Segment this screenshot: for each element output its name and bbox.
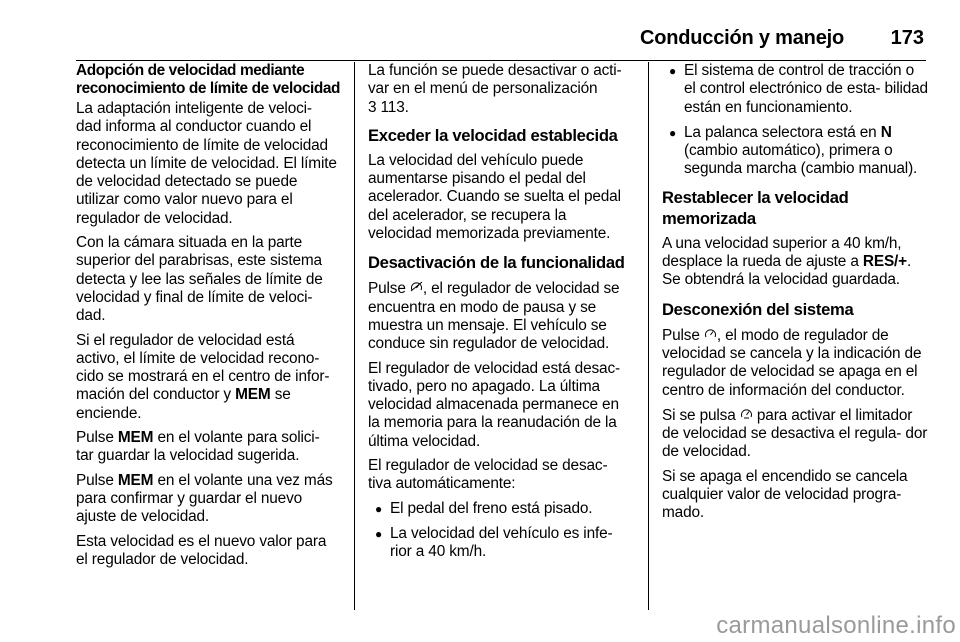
paragraph: [76, 472, 341, 527]
column-divider-2: [648, 62, 649, 610]
list-item: ● El pedal del freno está pisado.: [368, 500, 634, 518]
page-number: 173: [890, 27, 924, 49]
section-heading-restore-speed: Restablecer la velocidad memorizada: [662, 187, 849, 228]
text: La palanca selectora está en: [684, 123, 881, 141]
text: Pulse: [76, 471, 118, 489]
paragraph: Esta velocidad es el nuevo valor para el regulador de velocidad.: [76, 532, 327, 568]
paragraph: Con la cámara situada en la parte superior del parabrisas, este sistema detecta y lee las señales de límite de velocidad y final de límite de veloci- dad.: [76, 234, 323, 325]
text: para activar el limitador de velocidad se desactiva el regula- dor de velocidad.: [662, 406, 928, 461]
text: La función se puede desactivar o acti- var en el menú de personalización: [368, 62, 622, 98]
text: A una velocidad superior a 40 km/h, desplace la rueda de ajuste a: [662, 234, 902, 271]
paragraph: La adaptación inteligente de veloci- dad informa al conductor cuando el reconocimiento de límite de velocidad detecta un límite de velocidad. El límite de velocidad detectado se puede utilizar como valor nuevo para el regulador de velocidad.: [76, 100, 337, 227]
page-title: Conducción y manejo: [639, 27, 844, 49]
text: en el volante para solici- tar guardar la velocidad sugerida.: [76, 429, 320, 465]
text: Pulse: [662, 326, 704, 344]
cruise-pause-icon: [410, 279, 423, 297]
section-heading-disconnect: Desconexión del sistema: [662, 299, 854, 319]
paragraph: El regulador de velocidad está desac- tivado, pero no apagado. La última velocidad almacenada permanece en la memoria para la reanudación de la última velocidad.: [368, 359, 620, 450]
paragraph: Si se apaga el encendido se cancela cualquier valor de velocidad progra- mado.: [662, 467, 908, 522]
paragraph: El regulador de velocidad se desac- tiva automáticamente:: [368, 457, 608, 493]
text: , el modo de regulador de velocidad se cancela y la indicación de regulador de velocidad se apaga en el centro de información del conductor.: [662, 326, 922, 399]
column-2: [368, 62, 634, 569]
paragraph: [662, 235, 928, 290]
list-item: ● El sistema de control de tracción o el control electrónico de esta- bilidad están en funcionamiento.: [662, 62, 928, 117]
paragraph: [76, 332, 341, 423]
page-header: [76, 20, 926, 50]
text: Si el regulador de velocidad está activo, el límite de velocidad recono- cido se mostrará en el centro de infor- mación del conductor y: [76, 331, 330, 404]
header-divider: [76, 60, 926, 61]
text: Pulse: [76, 429, 118, 447]
gear-n-label: N: [880, 123, 892, 141]
text: Si se pulsa: [662, 406, 740, 424]
column-3: [662, 62, 928, 529]
cruise-off-icon: [704, 326, 717, 344]
paragraph: [368, 279, 634, 353]
paragraph: [76, 429, 341, 466]
text: (cambio automático), primera o segunda marcha (cambio manual).: [684, 142, 918, 178]
paragraph: [662, 326, 928, 400]
text: en el volante una vez más para confirmar y guardar el nuevo ajuste de velocidad.: [76, 471, 333, 526]
page-reference: 3 113.: [368, 98, 409, 116]
section-heading-exceed-speed: Exceder la velocidad establecida: [368, 125, 618, 145]
section-heading-speed-adoption: Adopción de velocidad mediante reconocimiento de límite de velocidad: [76, 62, 341, 97]
list-item: ● La velocidad del vehículo es infe- rior a 40 km/h.: [368, 525, 634, 562]
column-divider-1: [354, 62, 355, 610]
watermark: carmanualsonline.info: [716, 612, 956, 639]
paragraph: La velocidad del vehículo puede aumentarse pisando el pedal del acelerador. Cuando se suelta el pedal del acelerador, se recupera la velocidad memorizada previamente.: [368, 151, 621, 243]
paragraph: [368, 62, 634, 117]
bullet-list: [368, 500, 634, 562]
text: . Se obtendrá la velocidad guardada.: [662, 253, 912, 289]
text: , el regulador de velocidad se encuentra en modo de pausa y se muestra un mensaje. El vehículo se conduce sin regulador de velocidad.: [368, 280, 620, 353]
mem-label: MEM: [235, 386, 271, 404]
paragraph: [662, 406, 928, 462]
column-1: [76, 62, 341, 575]
section-heading-deactivation: Desactivación de la funcionalidad: [368, 253, 625, 273]
bullet-list: [662, 62, 928, 179]
text: Pulse: [368, 280, 410, 298]
speed-limiter-icon: [740, 406, 753, 424]
list-item: [662, 124, 928, 179]
res-label: RES/+: [862, 253, 908, 271]
text: se enciende.: [76, 386, 291, 422]
mem-label: MEM: [117, 471, 154, 489]
mem-label: MEM: [117, 429, 154, 447]
